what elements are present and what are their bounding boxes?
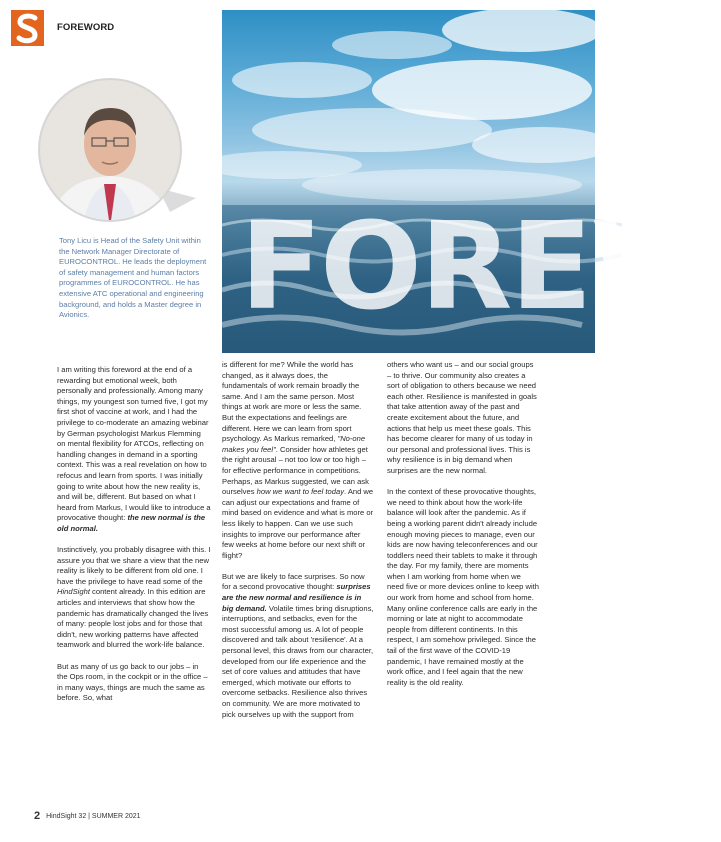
publication-info: HindSight 32 | SUMMER 2021: [46, 813, 141, 820]
paragraph: [222, 360, 374, 561]
text-run: content already. In this edition are articles and interviews that show how the pandemic has dramatically changed the lives of many: people lost jobs and for those that didn't, new working patterns have affected teamwork and blurred the work-life balance.: [57, 587, 209, 650]
paragraph: others who want us – and our social groups – to thrive. Our community also creates a sort of obligation to others because we need each other. Resilience is manifested in goals that take attention away of the past and create excitement about the future, and actions that help us meet these goals. This has become clearer for many of us today in our personal and professional lives. This is why resilience is in big demand when surprises are the new normal.: [387, 360, 537, 475]
section-title: FOREWORD: [57, 22, 115, 33]
text-run: . And we can adjust our expectations and frame of mind based on evidence and what is more or less likely to happen. Can we use such insights to improve our performance after few weeks at home before our next shift or flight?: [222, 487, 374, 560]
emphasis: surprises are the new normal and resilience is in big demand.: [222, 582, 371, 613]
text-run: Volatile times bring disruptions, interruptions, and setbacks, even for the most successful among us. A lot of people discovered and talk about 'resilience'. At a personal level, this draws from our character, developed from our life experience and the set of core values and attitudes that have emerged, which motivate our efforts to overcome setbacks. Resilience also thrives on community. We are more motivated to pick ourselves up with the support from: [222, 603, 374, 719]
emphasis: HindSight: [57, 587, 90, 597]
paragraph: But as many of us go back to our jobs – in the Ops room, in the cockpit or in the office – in many ways, things are much the same as before. So, what: [57, 661, 208, 703]
text-run: Instinctively, you probably disagree with this. I assure you that we share a view that the new reality is likely to be different from old one. I have the privilege to have read some of the: [57, 545, 211, 586]
text-run: But we are likely to face surprises. So now for a second provocative thought:: [222, 571, 365, 592]
logo-s-mark: [11, 10, 44, 46]
emphasis: the new normal is the old normal.: [57, 513, 206, 533]
text-run: is different for me? While the world has changed, as it always does, the fundamentals of work remain broadly the same. And I am the same person. Most things at work are more or less the same. But the expectations and feelings are different. Here we can learn from sport psychology. As Markus remarked,: [222, 360, 362, 444]
text-run: I am writing this foreword at the end of a rewarding but emotional week, both personally and professionally. Among many things, my youngest son turned five, I got my first shot of vaccine at work, and I had the privilege to co-moderate an amazing webinar by German psychologist Markus Flemming on mental flexibility for ATCOs, reflecting on handling changes in demand in a sporting context. This was a real revelation on how to refocus and learn from sports. I was initially going to write about how the new reality is, and will be, different. But based on what I heard from Markus, I would like to introduce a provocative thought:: [57, 365, 211, 523]
author-portrait: [38, 78, 198, 228]
text-run: . Consider how athletes get the right arousal – not too low or too high – for effective performance in competitions. Perhaps, as Markus suggested, we can ask ourselves: [222, 444, 369, 497]
hero-sky-sea-image: [222, 10, 721, 353]
hindsight-logo: [11, 10, 44, 46]
paragraph: [57, 545, 211, 651]
page-footer: [34, 810, 141, 822]
page-number: 2: [34, 810, 41, 822]
paragraph: [57, 365, 211, 535]
paragraph: [222, 572, 374, 720]
caption-text: Tony Licu is Head of the Safety Unit within the Network Manager Directorate of EUROCONTROL. He leads the deployment of safety management and human factors programmes of EUROCONTROL. He has extensive ATC operational and engineering background, and holds a Master degree in Avionics.: [59, 236, 207, 320]
article-column-3: [387, 360, 539, 699]
hero-foreword-text: FOREW: [240, 198, 721, 337]
author-caption: [59, 236, 209, 321]
paragraph: In the context of these provocative thoughts, we need to think about how the work-life balance will look after the pandemic. As if being a working parent didn't already include enough moving pieces to manage, even our kids are now having teleconferences and our toddlers need their tablets to make it through the day. For my family, there are moments when I am working from home when we need five or more devices online to keep with our work from home and school from home. Many online conference calls are early in the morning or late at night to accommodate people from different continents. In this respect, I am somehow privileged. Since the tail of the first wave of the COVID-19 pandemic, I have remained mostly at the work office, and I feel again that the new reality is the old reality.: [387, 487, 539, 687]
emphasis: "No-one makes you feel": [222, 434, 366, 454]
portrait-photo: [38, 78, 198, 228]
article-column-2: [222, 360, 374, 731]
article-column-1: [57, 365, 211, 715]
emphasis: how we want to feel today: [256, 487, 345, 497]
